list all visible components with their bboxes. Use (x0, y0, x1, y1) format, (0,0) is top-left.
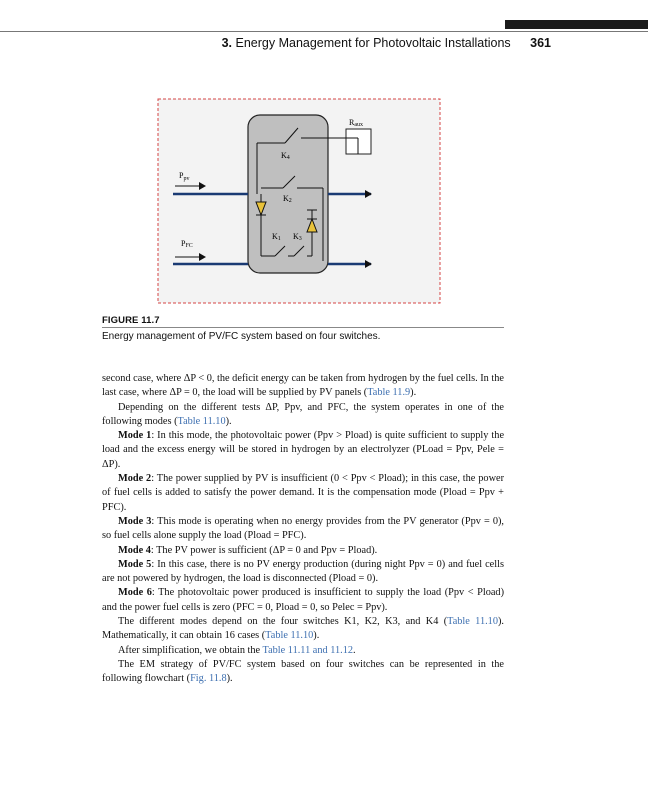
k2-label: K2 (283, 194, 292, 204)
table-11-10-link[interactable]: Table 11.10 (177, 415, 226, 427)
mode-4: Mode 4: The PV power is sufficient (ΔP = 0 and Ppv = Pload). (118, 544, 378, 556)
table-11-10-link-3[interactable]: Table 11.10 (265, 630, 314, 642)
paragraph-flowchart: The EM strategy of PV/FC system based on four switches can be represented in the following flowchart (Fig. 11.8). (102, 658, 504, 685)
paragraph-1: second case, where ΔP < 0, the deficit energy can be taken from hydrogen by the fuel cells. In the last case, where ΔP = 0, the load will be supplied by PV panels (Table 11.9). (102, 373, 504, 399)
body-text (102, 372, 504, 687)
k4-label: K4 (281, 151, 290, 161)
mode-3: Mode 3: This mode is operating when no energy provides from the PV generator (Ppv = 0), so fuel cells alone supply the load (Pload = PFC). (102, 515, 504, 542)
table-11-10-link-2[interactable]: Table 11.10 (447, 616, 498, 628)
mode-5: Mode 5: In this case, there is no PV energy production (during night Ppv = 0) and fuel cells are not powered by hydrogen, the load is disconnected (Pload = 0). (102, 558, 504, 585)
chapter-title: Energy Management for Photovoltaic Installations (235, 36, 511, 50)
p-fc-label: PFC (181, 239, 193, 249)
fig-11-8-link[interactable]: Fig. 11.8 (190, 673, 227, 685)
table-11-11-12-link[interactable]: Table 11.11 and 11.12 (262, 644, 354, 656)
table-11-9-link[interactable]: Table 11.9 (367, 387, 411, 399)
chapter-number: 3. (221, 36, 233, 50)
paragraph-2: Depending on the different tests ΔP, Ppv, and PFC, the system operates in one of the following modes (Table 11.10). (102, 401, 504, 427)
paragraph-switches: The different modes depend on the four switches K1, K2, K3, and K4 (Table 11.10). Mathematically, it can obtain 16 cases (Table 11.10). (102, 616, 504, 642)
figure-caption: Energy management of PV/FC system based on four switches. (102, 331, 381, 342)
k3-label: K3 (293, 232, 302, 242)
mode-2: Mode 2: The power supplied by PV is insufficient (0 < Ppv < Pload); in this case, the power of fuel cells is added to satisfy the power demand. It is the compensation mode (Pload = Ppv + PFC). (102, 473, 505, 513)
mode-6: Mode 6: The photovoltaic power produced is insufficient to supply the load (Ppv < Pload) and the power fuel cells is zero (PFC = 0, Pload = 0, so Pelec = Ppv). (102, 587, 504, 613)
p-pv-label: $P_{pv}$ (179, 171, 190, 182)
running-head (0, 36, 551, 50)
page-number: 361 (530, 36, 551, 50)
paragraph-simplification: After simplification, we obtain the Table 11.11 and 11.12. (118, 644, 356, 656)
r-aux-label: Raux (349, 118, 364, 128)
figure-label: FIGURE 11.7 (102, 315, 160, 326)
header-rule (0, 31, 648, 32)
pv-fc-diagram (157, 98, 441, 304)
mode-1: Mode 1: In this mode, the photovoltaic power (Ppv > Pload) is quite sufficient to supply the load and the excess energy will be stored in hydrogen by an electrolyzer (PLoad = Ppv, Pele = ΔP). (102, 430, 505, 470)
figure-rule (102, 327, 504, 328)
k1-label: K1 (272, 232, 281, 242)
header-bar (505, 20, 648, 29)
